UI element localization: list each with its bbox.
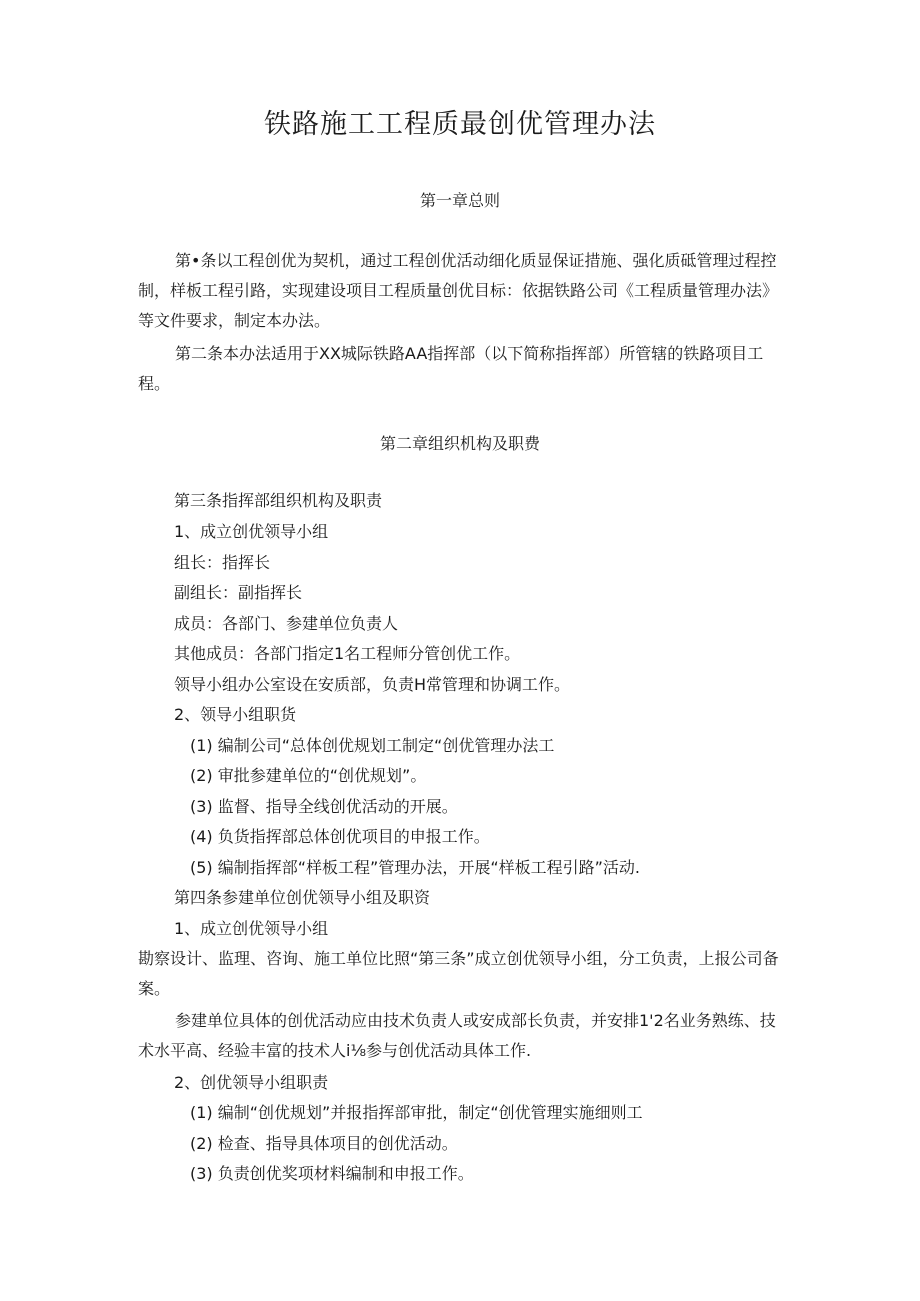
article-4-paragraph-2: 参建单位具体的创优活动应由技术负责人或安成部长负责，并安排1'2名业务熟练、技术水平高、经验丰富的技术人i⅛参与创优活动具体工作. bbox=[138, 1011, 776, 1060]
duty-item: (3) 监督、指导全线创优活动的开展。 bbox=[190, 797, 458, 816]
article-2-paragraph: 第二条本办法适用于XX城际铁路AA指挥部（以下简称指挥部）所管辖的铁路项目工程。 bbox=[138, 344, 764, 393]
article-4-paragraph-1: 勘察设计、监理、咨询、施工单位比照“第三条”成立创优领导小组，分工负责，上报公司备案。 bbox=[138, 949, 779, 998]
article-4-subsection-1: 1、成立创优领导小组 bbox=[174, 919, 329, 938]
document-title: 铁路施工工程质最创优管理办法 bbox=[264, 109, 656, 140]
deputy-leader-line: 副组长：副指挥长 bbox=[174, 583, 303, 602]
article-4-subsection-2: 2、创优领导小组职责 bbox=[174, 1073, 329, 1092]
chapter-2-heading: 第二章组织机构及职费 bbox=[379, 434, 540, 453]
article-3-heading: 第三条指挥部组织机构及职责 bbox=[174, 491, 383, 510]
duty-item: (2) 检查、指导具体项目的创优活动。 bbox=[190, 1134, 458, 1153]
duty-item: (5) 编制指挥部“样板工程”管理办法，开展“样板工程引路”活动. bbox=[190, 858, 640, 877]
members-line: 成员：各部门、参建单位负责人 bbox=[174, 614, 399, 633]
duty-item: (2) 审批参建单位的“创优规划”。 bbox=[190, 766, 427, 785]
duty-item: (1) 编制公司“总体创优规划工制定“创优管理办法工 bbox=[190, 736, 555, 755]
duty-item: (1) 编制“创优规划”并报指挥部审批，制定“创优管理实施细则工 bbox=[190, 1103, 643, 1122]
chapter-1-heading: 第一章总则 bbox=[419, 191, 500, 210]
article-3-subsection-1: 1、成立创优领导小组 bbox=[174, 522, 329, 541]
leader-line: 组长：指挥长 bbox=[174, 553, 271, 572]
duty-item: (4) 负货指挥部总体创优项目的申报工作。 bbox=[190, 827, 490, 846]
office-line: 领导小组办公室设在安质部，负责H常管理和协调工作。 bbox=[174, 675, 571, 694]
article-3-subsection-2: 2、领导小组职货 bbox=[174, 705, 297, 724]
article-4-heading: 第四条参建单位创优领导小组及职资 bbox=[174, 888, 431, 907]
duty-item: (3) 负责创优奖项材料编制和申报工作。 bbox=[190, 1164, 474, 1183]
article-1-paragraph: 第•条以工程创优为契机，通过工程创优活动细化质显保证措施、强化质砥管理过程控制，样板工程引路，实现建设项目工程质量创优目标：依据铁路公司《工程质量管理办法》等文件要求，制定本办法。 bbox=[138, 251, 779, 330]
other-members-line: 其他成员：各部门指定1名工程师分管创优工作。 bbox=[174, 644, 521, 663]
